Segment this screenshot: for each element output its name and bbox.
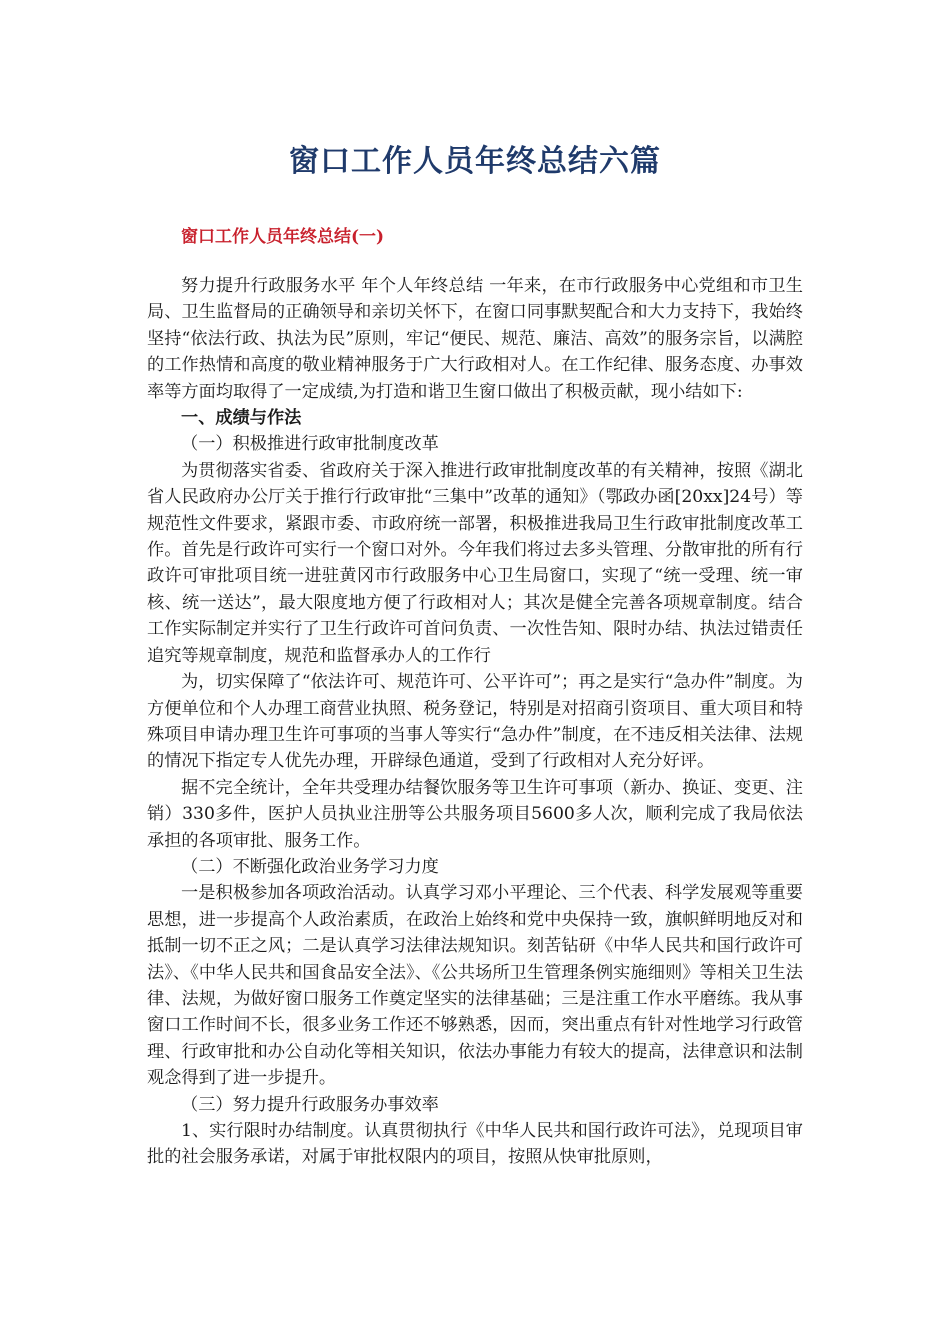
body-paragraph: 为，切实保障了“依法许可、规范许可、公平许可”；再之是实行“急办件”制度。为方便单位和个人办理工商营业执照、税务登记，特别是对招商引资项目、重大项目和特殊项目申请办理卫生许可事项的当事人等实行“急办件”制度，在不违反相关法律、法规的情况下指定专人优先办理，开辟绿色通道，受到了行政相对人充分好评。 xyxy=(147,672,803,772)
body-paragraph: 据不完全统计，全年共受理办结餐饮服务等卫生许可事项（新办、换证、变更、注销）330多件，医护人员执业注册等公共服务项目5600多人次，顺利完成了我局依法承担的各项审批、服务工作。 xyxy=(147,777,803,851)
body-paragraph: 努力提升行政服务水平 年个人年终总结 一年来，在市行政服务中心党组和市卫生局、卫生监督局的正确领导和亲切关怀下，在窗口同事默契配合和大力支持下，我始终坚持“依法行政、执法为民”原则，牢记“便民、规范、廉洁、高效”的服务宗旨，以满腔的工作热情和高度的敬业精神服务于广大行政相对人。在工作纪律、服务态度、办事效率等方面均取得了一定成绩,为打造和谐卫生窗口做出了积极贡献，现小结如下: xyxy=(147,276,803,402)
body-paragraph: 一是积极参加各项政治活动。认真学习邓小平理论、三个代表、科学发展观等重要思想，进一步提高个人政治素质，在政治上始终和党中央保持一致，旗帜鲜明地反对和抵制一切不正之风；二是认真学习法律法规知识。刻苦钻研《中华人民共和国行政许可法》、《中华人民共和国食品安全法》、《公共场所卫生管理条例实施细则》等相关卫生法律、法规，为做好窗口服务工作奠定坚实的法律基础；三是注重工作水平磨练。我从事窗口工作时间不长，很多业务工作还不够熟悉，因而，突出重点有针对性地学习行政管理、行政审批和办公自动化等相关知识，依法办事能力有较大的提高，法律意识和法制观念得到了进一步提升。 xyxy=(147,883,803,1089)
subheading-reform: （一）积极推进行政审批制度改革 xyxy=(181,434,439,455)
body-paragraph: 1、实行限时办结制度。认真贯彻执行《中华人民共和国行政许可法》，兑现项目审批的社会服务承诺，对属于审批权限内的项目，按照从快审批原则， xyxy=(147,1121,803,1168)
document-title: 窗口工作人员年终总结六篇 xyxy=(289,144,661,179)
heading-achievements: 一、成绩与作法 xyxy=(181,408,302,429)
subheading-efficiency: （三）努力提升行政服务办事效率 xyxy=(181,1094,439,1115)
body-paragraph: 为贯彻落实省委、省政府关于深入推进行政审批制度改革的有关精神，按照《湖北省人民政府办公厅关于推行行政审批“三集中”改革的通知》（鄂政办函[20xx]24号）等规范性文件要求，紧跟市委、市政府统一部署，积极推进我局卫生行政审批制度改革工作。首先是行政许可实行一个窗口对外。今年我们将过去多头管理、分散审批的所有行政许可审批项目统一进驻黄冈市行政服务中心卫生局窗口，实现了“统一受理、统一审核、统一送达”，最大限度地方便了行政相对人；其次是健全完善各项规章制度。结合工作实际制定并实行了卫生行政许可首问负责、一次性告知、限时办结、执法过错责任追究等规章制度，规范和监督承办人的工作行 xyxy=(147,460,803,666)
section-title: 窗口工作人员年终总结(一) xyxy=(181,227,385,247)
subheading-study: （二）不断强化政治业务学习力度 xyxy=(181,856,439,877)
document-page xyxy=(147,140,803,1171)
